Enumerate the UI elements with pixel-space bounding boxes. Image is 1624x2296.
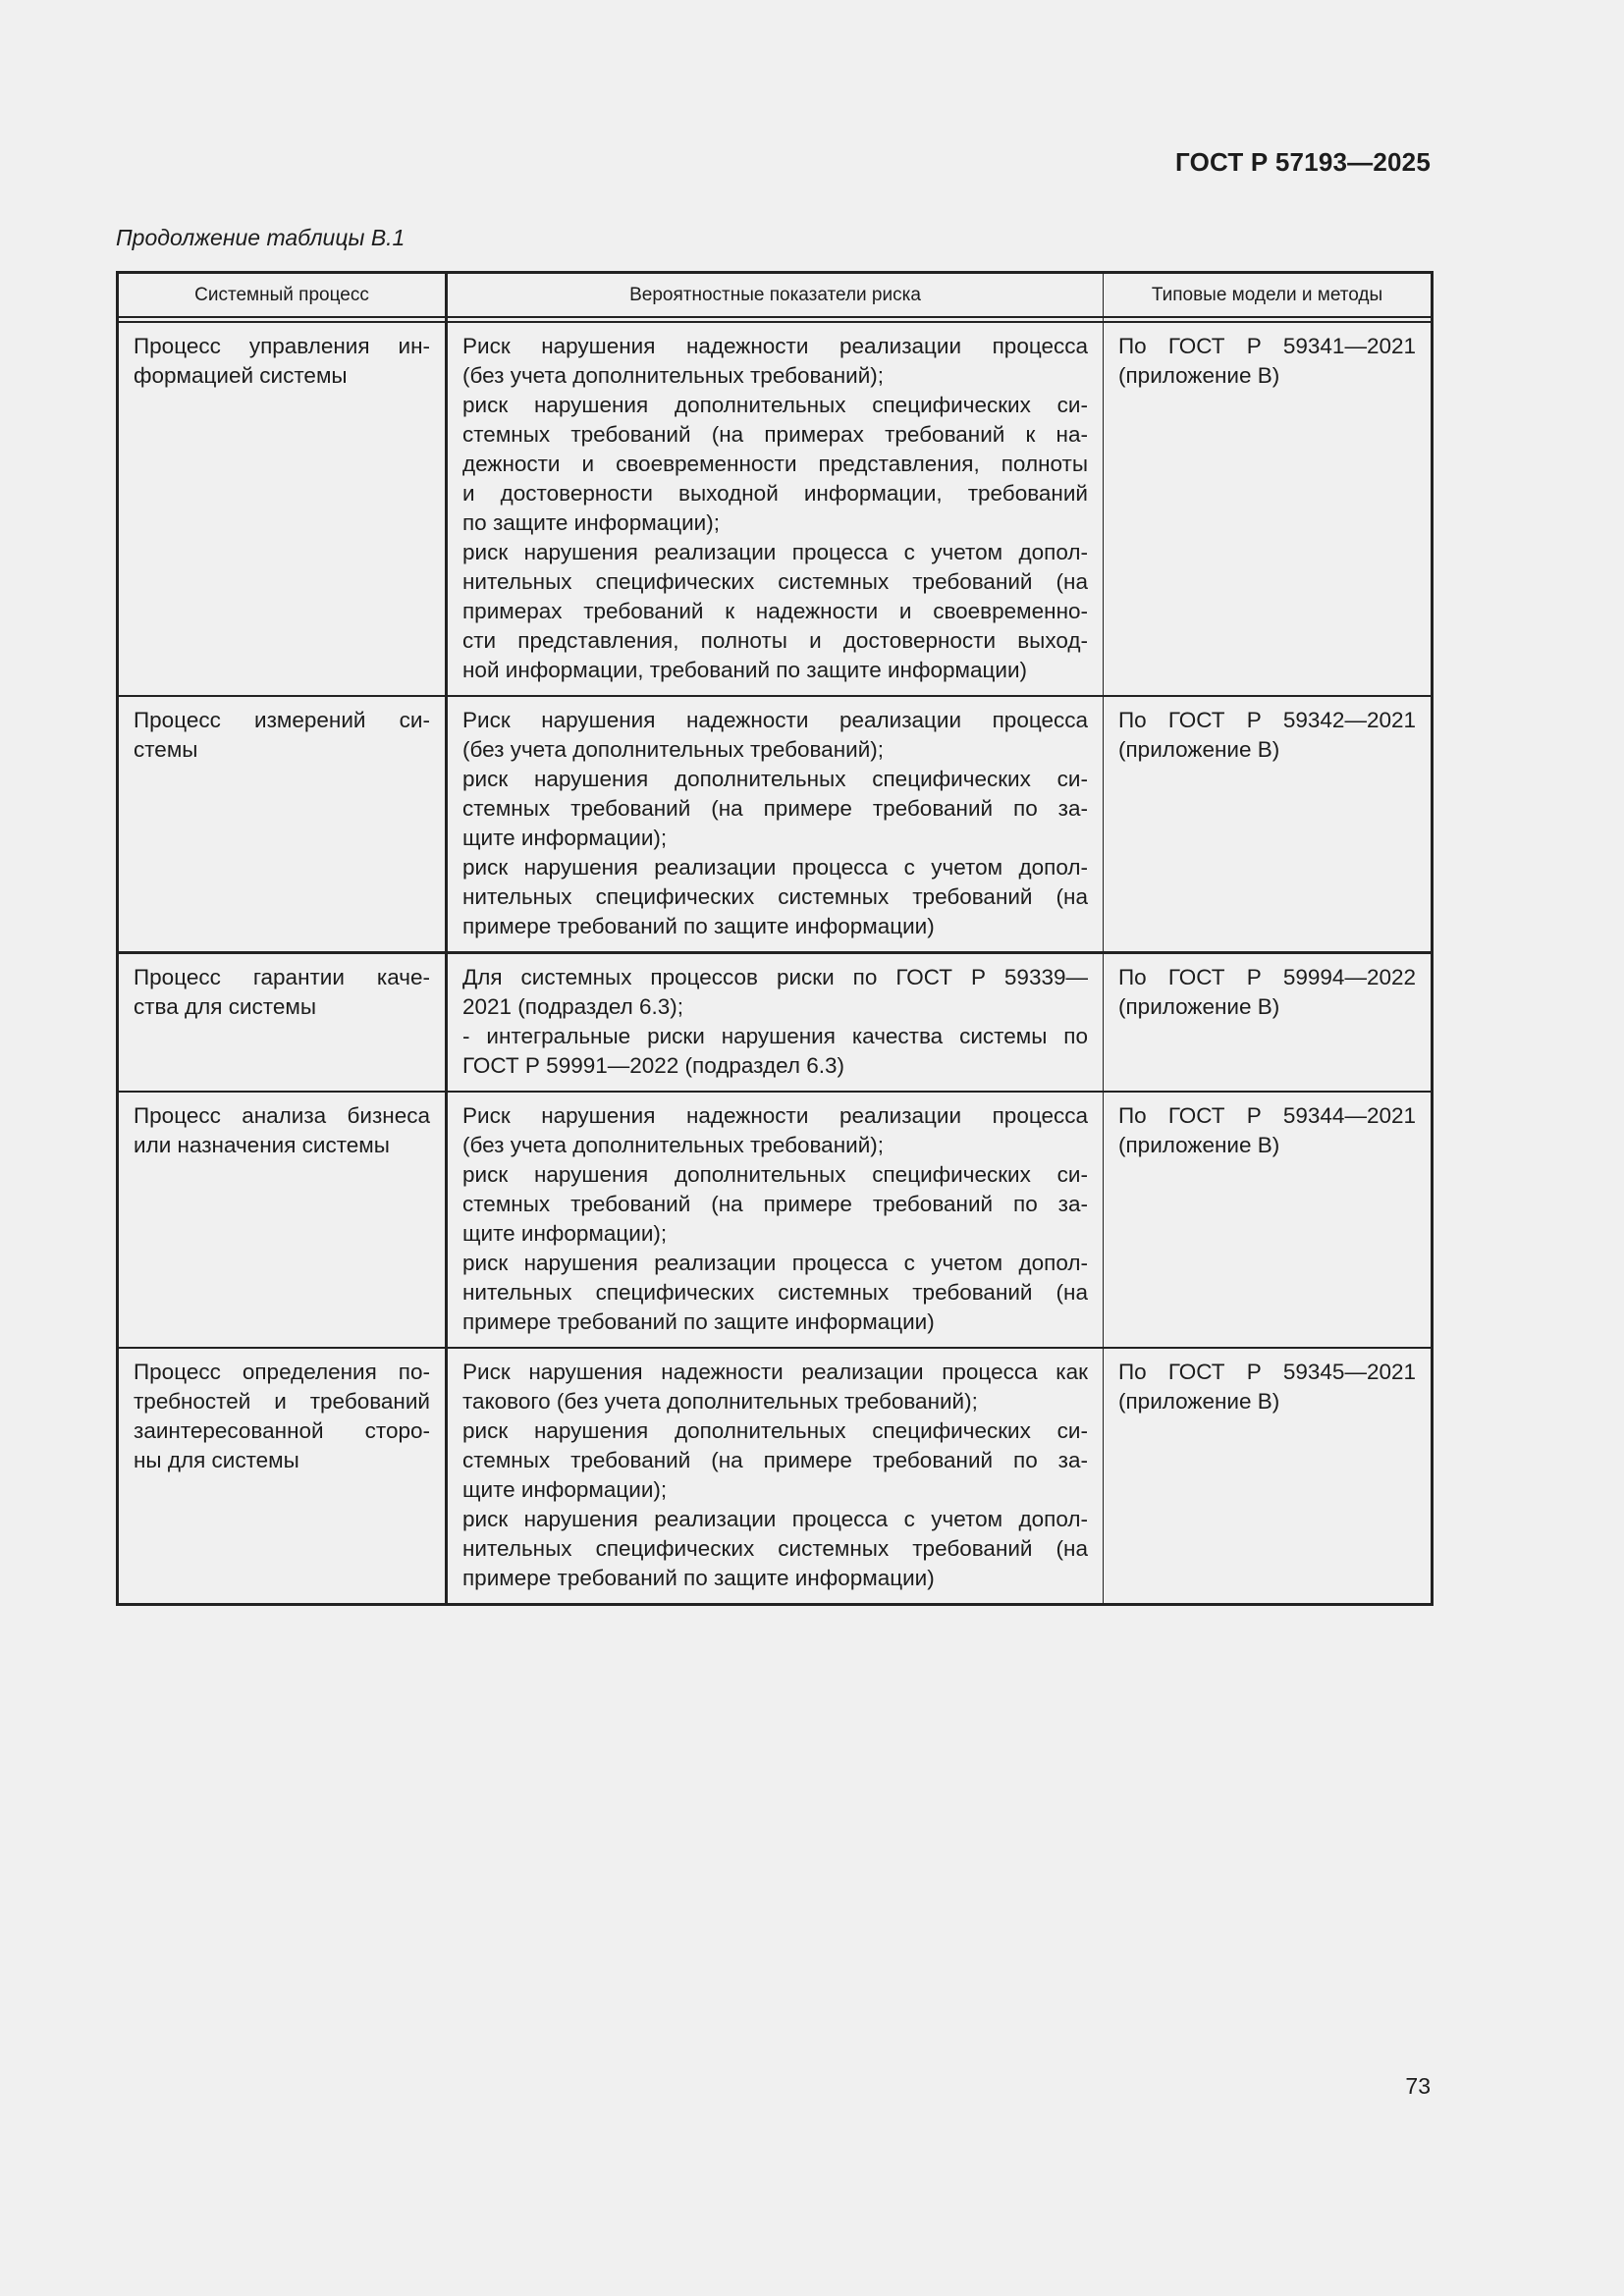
risk-table	[116, 271, 1434, 1606]
cell-text-line: примере требований по защите информации)	[462, 914, 935, 938]
cell-text-line: Риск нарушения надежности реализации процесса	[462, 334, 1088, 358]
risk-cell	[447, 1348, 1104, 1605]
table-header-row	[118, 273, 1433, 318]
cell-text-line: дежности и своевременности представления, полноты	[462, 452, 1088, 476]
cell-text-line: (без учета дополнительных требований);	[462, 1133, 885, 1157]
cell-text-line: Риск нарушения надежности реализации процесса	[462, 708, 1088, 732]
cell-text-line: примерах требований к надежности и своевременно-	[462, 599, 1088, 623]
cell-text-line: Для системных процессов риски по ГОСТ Р 59339—	[462, 965, 1088, 989]
cell-text-line: стемных требований (на примере требований по за-	[462, 1192, 1088, 1216]
cell-text-line: щите информации);	[462, 1221, 668, 1246]
cell-text-line: (приложение В)	[1118, 994, 1280, 1019]
cell-text-line: или назначения системы	[134, 1133, 390, 1157]
table-body	[118, 322, 1433, 1605]
methods-cell	[1104, 953, 1433, 1093]
risk-cell	[447, 696, 1104, 953]
cell-text-line: риск нарушения реализации процесса с учетом допол-	[462, 1507, 1088, 1531]
cell-text-line: По ГОСТ Р 59344—2021	[1118, 1103, 1416, 1128]
cell-text-line: примере требований по защите информации)	[462, 1309, 935, 1334]
column-header-risk: Вероятностные показатели риска	[447, 273, 1104, 318]
cell-text-line: Процесс определения по-	[134, 1360, 430, 1384]
risk-cell	[447, 322, 1104, 696]
cell-text-line: и достоверности выходной информации, требований	[462, 481, 1088, 506]
process-cell	[118, 1092, 447, 1348]
cell-text-line: (приложение В)	[1118, 1389, 1280, 1414]
cell-text-line: По ГОСТ Р 59342—2021	[1118, 708, 1416, 732]
cell-text-line: (без учета дополнительных требований);	[462, 737, 885, 762]
cell-text-line: нительных специфических системных требований (на	[462, 569, 1088, 594]
cell-text-line: нительных специфических системных требований (на	[462, 884, 1088, 909]
cell-text-line: (приложение В)	[1118, 737, 1280, 762]
cell-text-line: Процесс управления ин-	[134, 334, 430, 358]
cell-text-line: сти представления, полноты и достоверности выход-	[462, 628, 1088, 653]
cell-text-line: стемы	[134, 737, 198, 762]
cell-text-line: риск нарушения дополнительных специфических си-	[462, 767, 1088, 791]
cell-text-line: Процесс гарантии каче-	[134, 965, 430, 989]
column-header-process: Системный процесс	[118, 273, 447, 318]
cell-text-line: заинтересованной сторо-	[134, 1418, 430, 1443]
cell-text-line: (приложение В)	[1118, 1133, 1280, 1157]
cell-text-line: ны для системы	[134, 1448, 299, 1472]
cell-text-line: (приложение В)	[1118, 363, 1280, 388]
cell-text-line: ной информации, требований по защите информации)	[462, 658, 1028, 682]
table-row	[118, 1092, 1433, 1348]
cell-text-line: ства для системы	[134, 994, 316, 1019]
column-header-methods: Типовые модели и методы	[1104, 273, 1433, 318]
cell-text-line: риск нарушения дополнительных специфических си-	[462, 393, 1088, 417]
cell-text-line: щите информации);	[462, 826, 668, 850]
cell-text-line: риск нарушения дополнительных специфических си-	[462, 1418, 1088, 1443]
cell-text-line: риск нарушения реализации процесса с учетом допол-	[462, 540, 1088, 564]
table-row	[118, 953, 1433, 1093]
cell-text-line: формацией системы	[134, 363, 348, 388]
cell-text-line: риск нарушения дополнительных специфических си-	[462, 1162, 1088, 1187]
process-cell	[118, 953, 447, 1093]
cell-text-line: По ГОСТ Р 59994—2022	[1118, 965, 1416, 989]
risk-cell	[447, 1092, 1104, 1348]
cell-text-line: Процесс измерений си-	[134, 708, 430, 732]
cell-text-line: риск нарушения реализации процесса с учетом допол-	[462, 1251, 1088, 1275]
methods-cell	[1104, 696, 1433, 953]
cell-text-line: По ГОСТ Р 59341—2021	[1118, 334, 1416, 358]
cell-text-line: нительных специфических системных требований (на	[462, 1280, 1088, 1305]
process-cell	[118, 322, 447, 696]
cell-text-line: требностей и требований	[134, 1389, 430, 1414]
page-number: 73	[1405, 2073, 1431, 2099]
cell-text-line: стемных требований (на примере требований по за-	[462, 796, 1088, 821]
process-cell	[118, 696, 447, 953]
document-code: ГОСТ Р 57193—2025	[1175, 147, 1431, 177]
cell-text-line: (без учета дополнительных требований);	[462, 363, 885, 388]
cell-text-line: - интегральные риски нарушения качества системы по	[462, 1024, 1088, 1048]
table-caption: Продолжение таблицы В.1	[116, 225, 406, 250]
process-cell	[118, 1348, 447, 1605]
cell-text-line: По ГОСТ Р 59345—2021	[1118, 1360, 1416, 1384]
cell-text-line: нительных специфических системных требований (на	[462, 1536, 1088, 1561]
cell-text-line: ГОСТ Р 59991—2022 (подраздел 6.3)	[462, 1053, 845, 1078]
table-row	[118, 322, 1433, 696]
table-row	[118, 1348, 1433, 1605]
cell-text-line: стемных требований (на примерах требований к на-	[462, 422, 1088, 447]
cell-text-line: Риск нарушения надежности реализации процесса	[462, 1103, 1088, 1128]
methods-cell	[1104, 1092, 1433, 1348]
cell-text-line: по защите информации);	[462, 510, 720, 535]
cell-text-line: примере требований по защите информации)	[462, 1566, 935, 1590]
table-row	[118, 696, 1433, 953]
methods-cell	[1104, 322, 1433, 696]
cell-text-line: 2021 (подраздел 6.3);	[462, 994, 684, 1019]
methods-cell	[1104, 1348, 1433, 1605]
cell-text-line: щите информации);	[462, 1477, 668, 1502]
cell-text-line: Риск нарушения надежности реализации процесса как	[462, 1360, 1088, 1384]
cell-text-line: стемных требований (на примере требований по за-	[462, 1448, 1088, 1472]
cell-text-line: Процесс анализа бизнеса	[134, 1103, 430, 1128]
risk-cell	[447, 953, 1104, 1093]
cell-text-line: такового (без учета дополнительных требований);	[462, 1389, 978, 1414]
cell-text-line: риск нарушения реализации процесса с учетом допол-	[462, 855, 1088, 880]
